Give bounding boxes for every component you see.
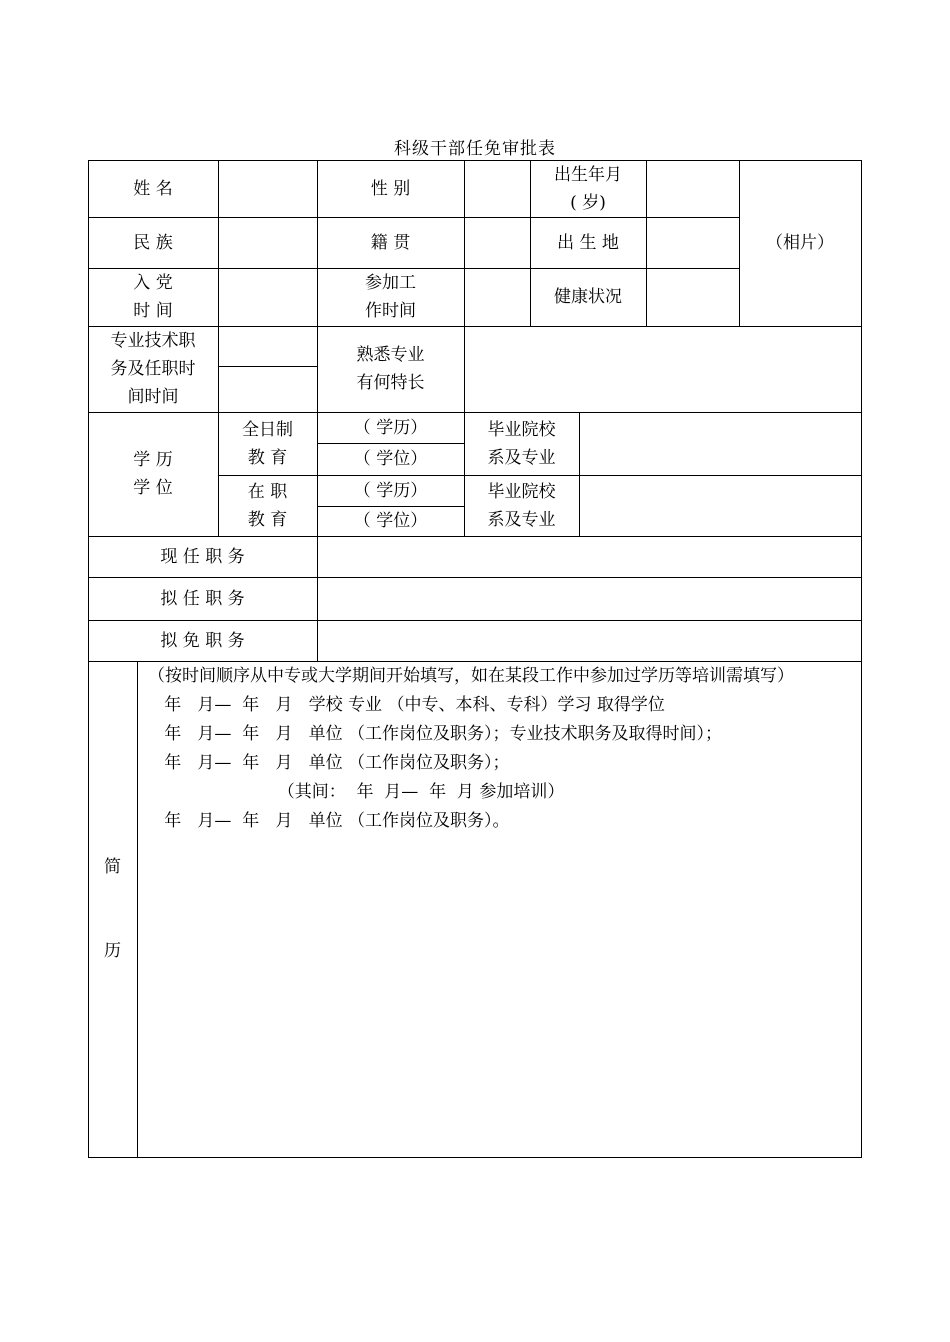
education-degree-label: 学 历 学 位 xyxy=(133,450,173,498)
work-start-date-field[interactable] xyxy=(464,268,530,326)
name-field[interactable] xyxy=(218,160,317,217)
inservice-school-field[interactable] xyxy=(579,475,861,536)
fulltime-school-field[interactable] xyxy=(579,412,861,475)
professional-title-field[interactable] xyxy=(218,326,317,366)
inservice-education-field[interactable]: （ 学历） xyxy=(353,480,428,501)
inservice-school-label: 毕业院校 系及专业 xyxy=(487,481,556,530)
resume-note: （其间： 年 月— 年 月 参加培训） xyxy=(148,782,565,802)
proposed-removal-field[interactable] xyxy=(317,620,861,661)
table-line xyxy=(861,160,862,1158)
proposed-post-label: 拟 任 职 务 xyxy=(160,588,245,609)
resume-note: 年 月— 年 月 学校 专业 （中专、本科、专科）学习 取得学位 xyxy=(148,695,665,715)
title-date-field[interactable] xyxy=(218,366,317,412)
table-line xyxy=(88,1157,862,1158)
professional-title-label: 专业技术职 务及任职时 间时间 xyxy=(110,331,196,407)
name-label: 姓 名 xyxy=(133,178,173,199)
health-label: 健康状况 xyxy=(554,287,622,307)
birthplace-label: 出 生 地 xyxy=(557,232,619,253)
page-title: 科级干部任免审批表 xyxy=(394,139,556,159)
gender-field[interactable] xyxy=(464,160,530,217)
current-post-label: 现 任 职 务 xyxy=(160,546,245,567)
native-place-field[interactable] xyxy=(464,217,530,268)
birthplace-field[interactable] xyxy=(646,217,739,268)
table-line xyxy=(137,661,138,1158)
fulltime-education-label: 全日制 教 育 xyxy=(242,419,293,468)
photo-box: （相片） xyxy=(766,233,834,253)
health-field[interactable] xyxy=(646,268,739,326)
resume-note: 年 月— 年 月 单位 （工作岗位及职务）； xyxy=(148,753,510,773)
resume-label-1: 简 xyxy=(104,857,121,877)
resume-note: 年 月— 年 月 单位 （工作岗位及职务）。 xyxy=(148,811,510,831)
work-start-date-label: 参加工 作时间 xyxy=(365,273,416,321)
party-join-date-field[interactable] xyxy=(218,268,317,326)
birth-date-label: 出生年月 ( 岁) xyxy=(554,164,622,213)
resume-note: 年 月— 年 月 单位 （工作岗位及职务）；专业技术职务及取得时间）； xyxy=(148,724,723,744)
gender-label: 性 别 xyxy=(370,178,411,199)
resume-note: （按时间顺序从中专或大学期间开始填写，如在某段工作中参加过学历等培训需填写） xyxy=(148,666,794,686)
ethnicity-label: 民 族 xyxy=(133,232,173,253)
specialty-field[interactable] xyxy=(464,326,861,412)
native-place-label: 籍 贯 xyxy=(370,232,411,253)
fulltime-degree-field[interactable]: （ 学位） xyxy=(353,449,428,469)
party-join-date-label: 入 党 时 间 xyxy=(133,273,173,321)
proposed-removal-label: 拟 免 职 务 xyxy=(160,630,245,651)
birth-date-field[interactable] xyxy=(646,160,739,217)
ethnicity-field[interactable] xyxy=(218,217,317,268)
fulltime-school-label: 毕业院校 系及专业 xyxy=(487,419,556,468)
inservice-degree-field[interactable]: （ 学位） xyxy=(353,511,428,531)
inservice-education-label: 在 职 教 育 xyxy=(247,481,288,530)
fulltime-education-field[interactable]: （ 学历） xyxy=(353,417,428,438)
proposed-post-field[interactable] xyxy=(317,577,861,620)
current-post-field[interactable] xyxy=(317,536,861,577)
resume-field[interactable] xyxy=(148,662,860,836)
specialty-label: 熟悉专业 有何特长 xyxy=(356,345,425,393)
resume-label-2: 历 xyxy=(104,941,121,961)
